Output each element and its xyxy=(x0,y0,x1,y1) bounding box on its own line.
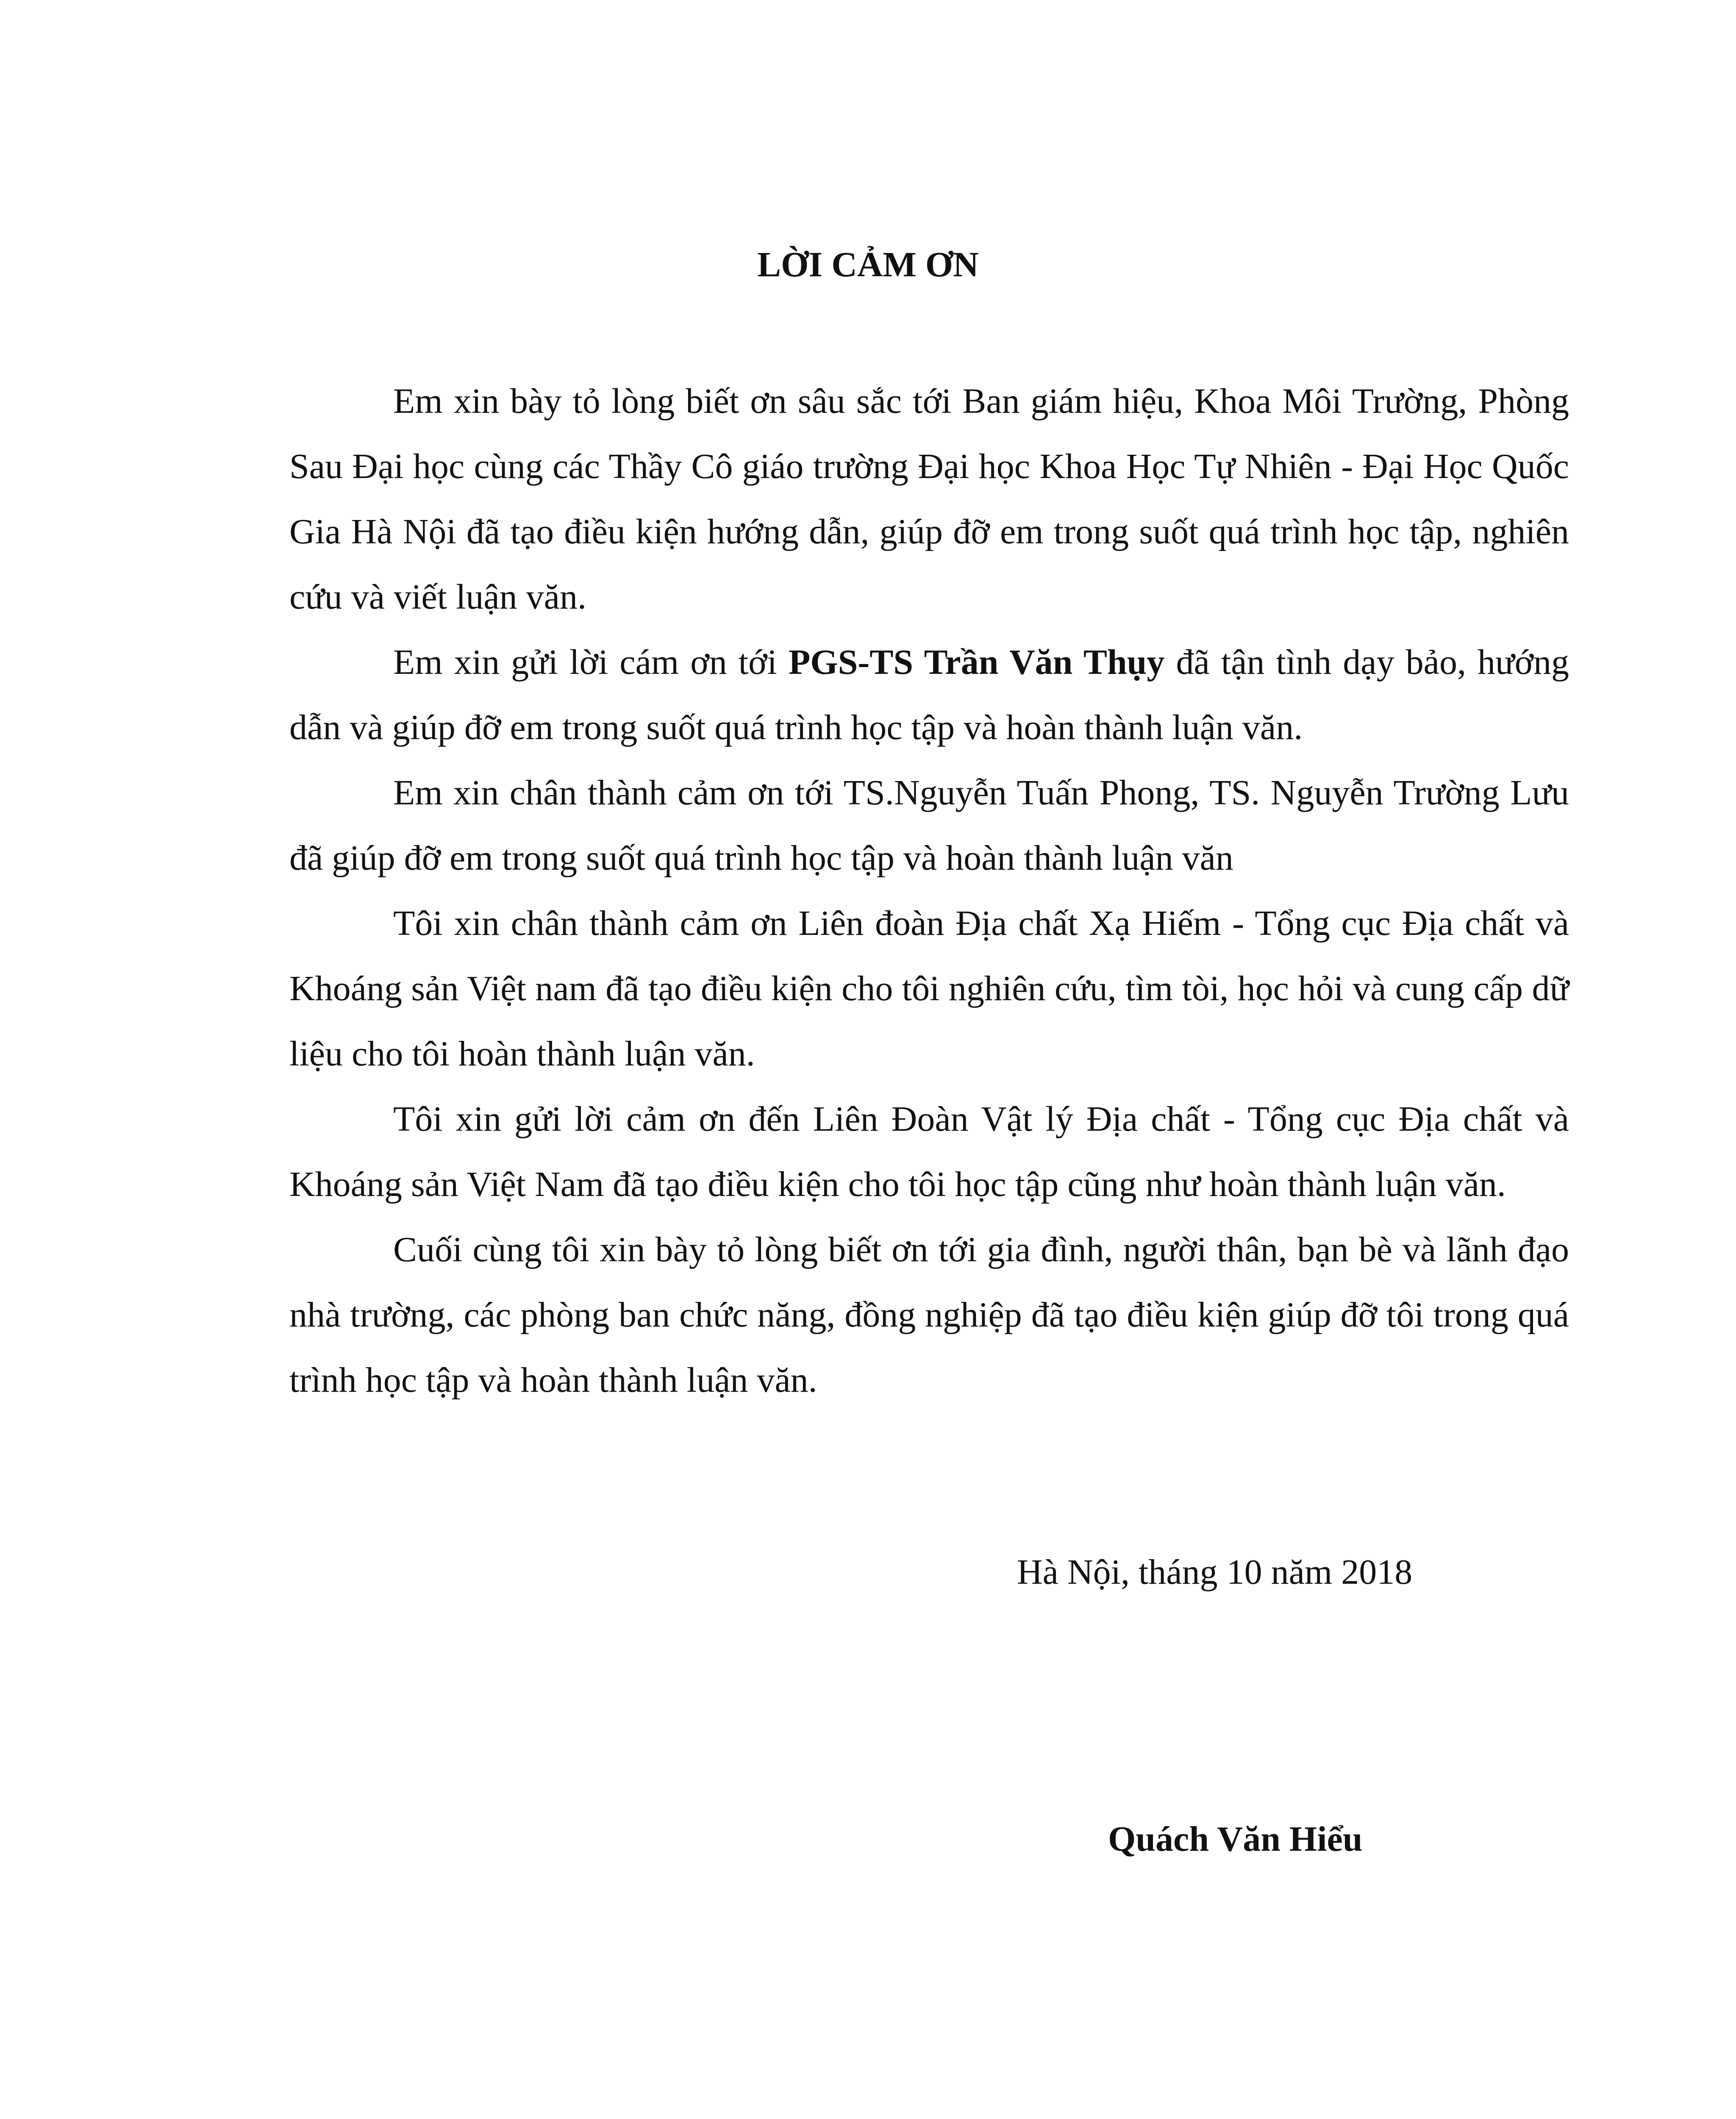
date-line: Hà Nội, tháng 10 năm 2018 xyxy=(1017,1552,1413,1592)
advisor-name: PGS-TS Trần Văn Thụy xyxy=(788,642,1165,682)
paragraph-2-text-start: Em xin gửi lời cám ơn tới xyxy=(393,642,789,682)
page-title: LỜI CẢM ƠN xyxy=(757,245,979,284)
paragraph-5-text: Tôi xin gửi lời cảm ơn đến Liên Đoàn Vật lý Địa chất - Tổng cục Địa chất và Khoáng sản Việt Nam đã tạo điều kiện cho tôi học tập cũng như hoàn thành luận văn. xyxy=(289,1099,1569,1204)
paragraph-3-text: Em xin chân thành cảm ơn tới TS.Nguyễn Tuấn Phong, TS. Nguyễn Trường Lưu đã giúp đỡ em trong suốt quá trình học tập và hoàn thành luận văn xyxy=(289,773,1569,878)
paragraph-2-text-end: đã tận tình dạy bảo, hướng dẫn và giúp đỡ em trong suốt quá trình học tập và hoàn thành luận văn. xyxy=(289,642,1569,747)
paragraph-4 xyxy=(289,891,1569,1087)
acknowledgement-body xyxy=(289,369,1569,1413)
paragraph-3 xyxy=(289,760,1569,891)
paragraph-2 xyxy=(289,630,1569,760)
author-signature: Quách Văn Hiểu xyxy=(1108,1819,1363,1859)
paragraph-6 xyxy=(289,1217,1569,1413)
paragraph-5 xyxy=(289,1087,1569,1217)
paragraph-1 xyxy=(289,369,1569,630)
paragraph-1-text: Em xin bày tỏ lòng biết ơn sâu sắc tới Ban giám hiệu, Khoa Môi Trường, Phòng Sau Đại học cùng các Thầy Cô giáo trường Đại học Khoa Học Tự Nhiên - Đại Học Quốc Gia Hà Nội đã tạo điều kiện hướng dẫn, giúp đỡ em trong suốt quá trình học tập, nghiên cứu và viết luận văn. xyxy=(289,381,1569,617)
paragraph-6-text: Cuối cùng tôi xin bày tỏ lòng biết ơn tới gia đình, người thân, bạn bè và lãnh đạo nhà trường, các phòng ban chức năng, đồng nghiệp đã tạo điều kiện giúp đỡ tôi trong quá trình học tập và hoàn thành luận văn. xyxy=(289,1230,1569,1400)
paragraph-4-text: Tôi xin chân thành cảm ơn Liên đoàn Địa chất Xạ Hiếm - Tổng cục Địa chất và Khoáng sản Việt nam đã tạo điều kiện cho tôi nghiên cứu, tìm tòi, học hỏi và cung cấp dữ liệu cho tôi hoàn thành luận văn. xyxy=(289,904,1569,1073)
